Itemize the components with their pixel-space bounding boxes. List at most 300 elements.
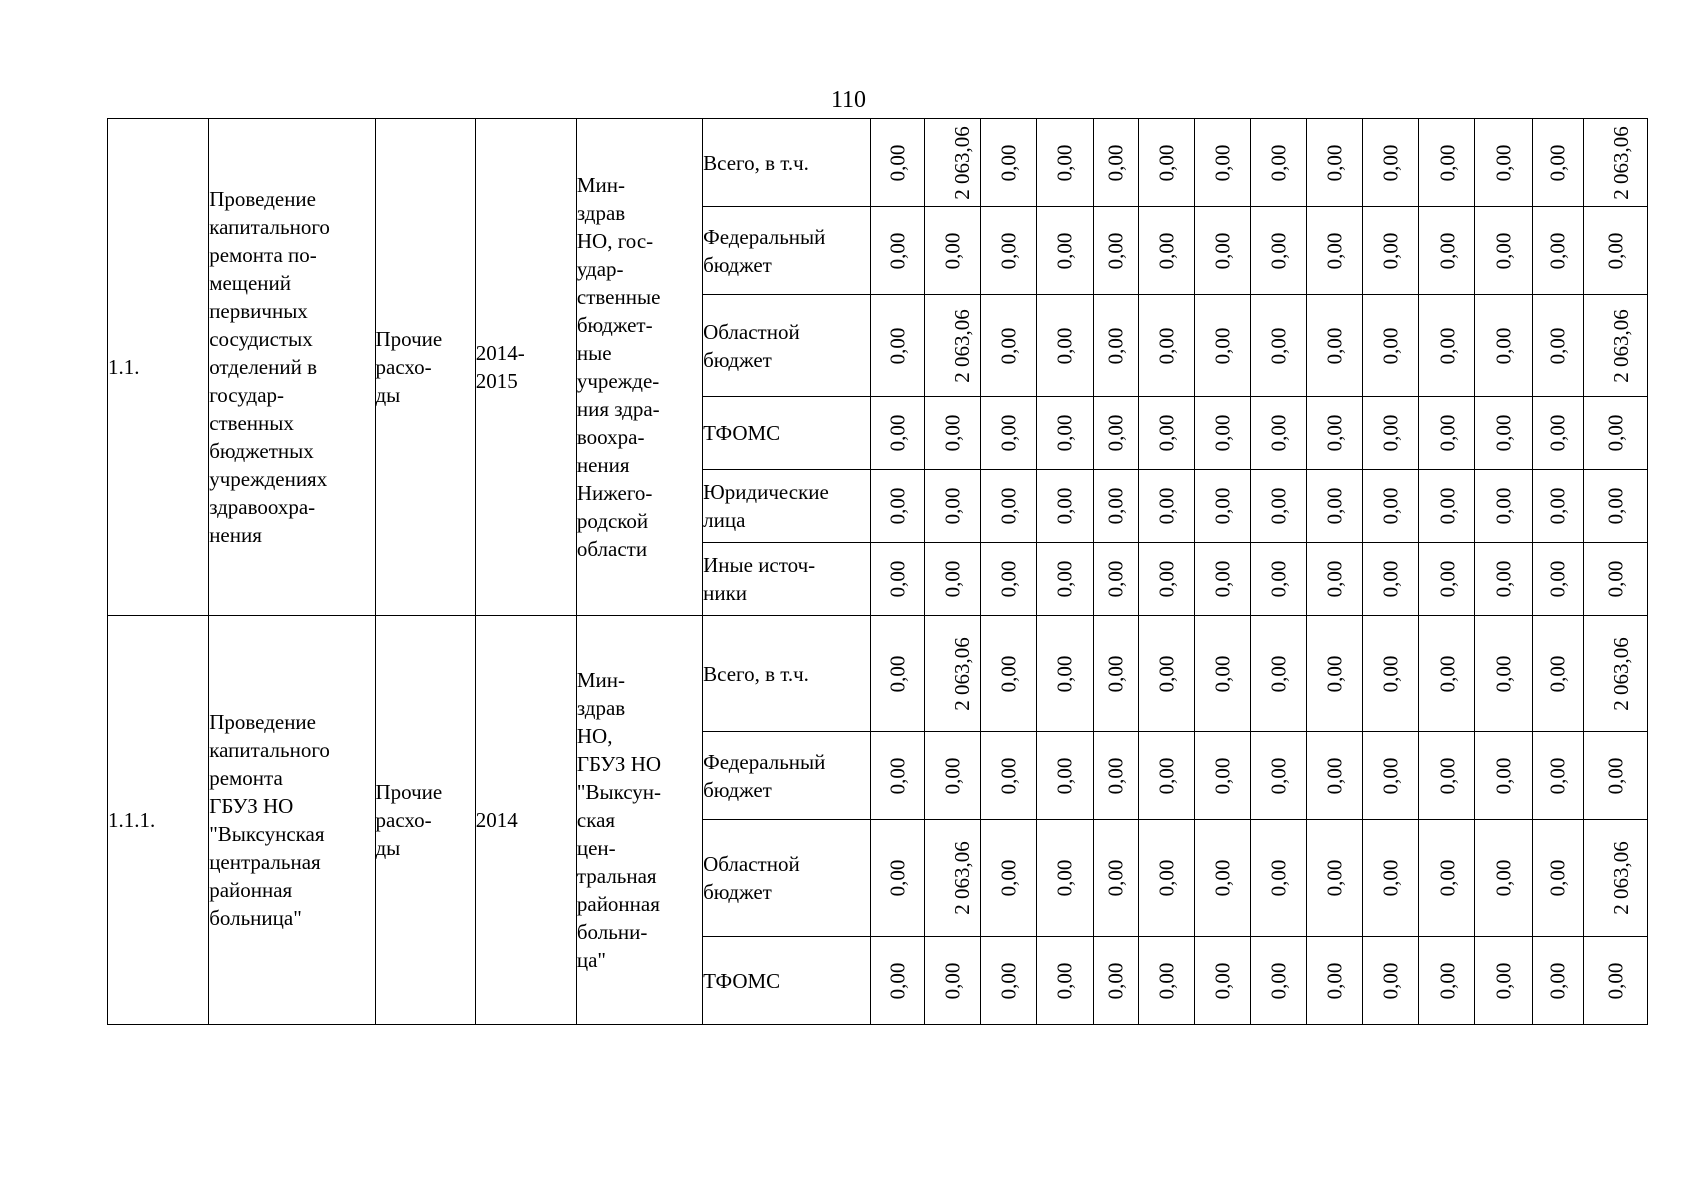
funding-source [703, 850, 870, 906]
value-text: 0,00 [1434, 414, 1459, 452]
value-text: 0,00 [1266, 144, 1291, 181]
value-text: 0,00 [1103, 487, 1128, 525]
funding-source [703, 419, 870, 447]
value-cell [980, 732, 1036, 820]
value-cell [1532, 820, 1583, 937]
value-text: 0,00 [996, 962, 1021, 999]
value-cell [1194, 820, 1250, 937]
value-text: 0,00 [1154, 859, 1179, 897]
item-name-line: "Выксунская [209, 822, 325, 846]
value-cell [924, 295, 980, 397]
value-cell [1363, 397, 1419, 470]
value-text: 0,00 [1603, 487, 1628, 525]
funding-source [703, 551, 870, 607]
item-name-cell [209, 616, 375, 1025]
value-text: 0,00 [1322, 487, 1347, 525]
value-text: 0,00 [1491, 487, 1516, 525]
value-text: 0,00 [940, 757, 965, 794]
value-text: 0,00 [1434, 487, 1459, 525]
executor-line: нения [576, 453, 630, 477]
value-text: 0,00 [1322, 327, 1347, 364]
item-name-line: здравоохра- [209, 495, 316, 519]
funding-source-line: бюджет [703, 347, 772, 372]
funding-source-cell [703, 207, 871, 295]
executor-line: цен- [576, 836, 616, 860]
funding-source-line: бюджет [703, 777, 772, 802]
value-cell [1583, 732, 1647, 820]
period-cell [475, 616, 576, 1025]
value-text: 0,00 [885, 655, 910, 692]
value-cell [1583, 470, 1647, 543]
item-name-line: нения [209, 523, 262, 547]
item-code: 1.1. [108, 355, 140, 379]
value-text: 0,00 [1322, 144, 1347, 181]
value-cell [1419, 616, 1475, 732]
value-text: 2 063,06 [1608, 636, 1633, 711]
value-text: 2 063,06 [1608, 308, 1633, 383]
value-text: 0,00 [1378, 487, 1403, 525]
value-text: 0,00 [885, 962, 910, 999]
value-text: 0,00 [1491, 655, 1516, 692]
value-cell [1475, 470, 1532, 543]
value-cell [924, 732, 980, 820]
value-cell [1307, 295, 1363, 397]
value-cell [1363, 207, 1419, 295]
value-cell [924, 937, 980, 1025]
value-cell [1583, 119, 1647, 207]
value-cell [1532, 937, 1583, 1025]
value-cell [1419, 732, 1475, 820]
value-text: 0,00 [996, 327, 1021, 364]
executor-line: Нижего- [576, 481, 653, 505]
value-cell [1475, 295, 1532, 397]
funding-source-line: Юридические [703, 480, 829, 504]
value-text: 0,00 [1545, 560, 1570, 598]
value-text: 0,00 [1545, 414, 1570, 452]
value-cell [1138, 820, 1194, 937]
funding-source-cell [703, 616, 871, 732]
value-text: 0,00 [1052, 232, 1077, 269]
value-cell [1036, 397, 1093, 470]
value-cell [1419, 820, 1475, 937]
value-text: 0,00 [1154, 414, 1179, 452]
value-text: 0,00 [996, 757, 1021, 794]
value-cell [980, 543, 1036, 616]
value-cell [1532, 397, 1583, 470]
value-text: 0,00 [1378, 144, 1403, 181]
value-text: 0,00 [996, 414, 1021, 452]
value-text: 0,00 [1103, 962, 1128, 999]
value-text: 0,00 [1052, 144, 1077, 181]
value-cell [1475, 732, 1532, 820]
value-cell [1093, 616, 1138, 732]
expense-type [376, 325, 475, 409]
value-cell [1419, 543, 1475, 616]
item-name-line: мещений [209, 271, 292, 295]
item-name-line: ГБУЗ НО [209, 794, 294, 818]
executor [577, 666, 702, 974]
value-cell [1363, 937, 1419, 1025]
value-cell [1307, 207, 1363, 295]
value-cell [1138, 470, 1194, 543]
value-text: 0,00 [885, 144, 910, 181]
value-cell [1194, 207, 1250, 295]
value-cell [1194, 470, 1250, 543]
expense-type-cell [375, 119, 475, 616]
value-text: 0,00 [1103, 655, 1128, 692]
funding-source-line: бюджет [703, 252, 772, 277]
value-cell [924, 616, 980, 732]
funding-source-line: Федеральный [703, 749, 826, 774]
value-text: 0,00 [1434, 962, 1459, 999]
period [476, 806, 576, 834]
item-name-line: капитального [209, 738, 330, 762]
value-cell [1583, 295, 1647, 397]
value-text: 0,00 [1052, 859, 1077, 897]
value-text: 0,00 [1603, 414, 1628, 452]
value-text: 0,00 [1378, 655, 1403, 692]
value-text: 0,00 [1266, 655, 1291, 692]
value-cell [1583, 397, 1647, 470]
value-cell [1194, 616, 1250, 732]
value-cell [980, 937, 1036, 1025]
value-text: 0,00 [1491, 859, 1516, 897]
value-text: 0,00 [1103, 560, 1128, 598]
value-cell [1138, 397, 1194, 470]
executor-line: ственные [576, 285, 661, 309]
funding-source [703, 748, 870, 804]
item-name-line: ремонта [209, 766, 283, 790]
value-cell [1036, 470, 1093, 543]
item-name-line: бюджетных [209, 439, 314, 463]
executor-line: удар- [576, 257, 624, 281]
value-cell [1532, 119, 1583, 207]
value-text: 0,00 [1322, 560, 1347, 598]
value-text: 0,00 [1210, 962, 1235, 999]
value-cell [871, 470, 924, 543]
executor-line: ГБУЗ НО [576, 752, 662, 776]
value-cell [1036, 119, 1093, 207]
period-cell [475, 119, 576, 616]
value-cell [1093, 820, 1138, 937]
item-name-line: районная [209, 878, 293, 902]
executor-line: НО, [576, 724, 613, 748]
value-text: 0,00 [1154, 962, 1179, 999]
funding-source-line: ТФОМС [703, 421, 781, 445]
executor-line: Мин- [576, 173, 626, 197]
value-text: 0,00 [1154, 327, 1179, 364]
value-text: 0,00 [1434, 859, 1459, 897]
value-cell [1251, 937, 1307, 1025]
item-name-line: государ- [209, 383, 285, 407]
funding-source [703, 967, 870, 995]
value-text: 0,00 [1266, 560, 1291, 598]
period [476, 339, 576, 395]
value-text: 0,00 [1154, 560, 1179, 598]
period-line: 2014 [475, 808, 518, 832]
value-text: 0,00 [1266, 962, 1291, 999]
value-text: 0,00 [1210, 414, 1235, 452]
funding-source-cell [703, 820, 871, 937]
value-text: 0,00 [940, 232, 965, 269]
value-text: 0,00 [1545, 487, 1570, 525]
value-text: 0,00 [1103, 327, 1128, 364]
value-cell [1475, 543, 1532, 616]
value-cell [871, 820, 924, 937]
value-cell [1363, 616, 1419, 732]
expense-type-line: ды [375, 383, 401, 407]
value-text: 0,00 [1378, 962, 1403, 999]
value-text: 0,00 [885, 487, 910, 525]
value-text: 0,00 [1322, 414, 1347, 452]
executor-line: районная [576, 892, 660, 916]
executor-line: больни- [576, 920, 648, 944]
item-name-line: ственных [209, 411, 294, 435]
expense-type-line: расхо- [375, 355, 432, 379]
value-cell [1363, 295, 1419, 397]
expense-type [376, 778, 475, 862]
value-cell [1251, 616, 1307, 732]
value-cell [980, 470, 1036, 543]
item-name-line: сосудистых [209, 327, 313, 351]
executor-line: бюджет- [576, 313, 653, 337]
table-row [108, 119, 1648, 207]
value-cell [1532, 470, 1583, 543]
funding-source-line: ТФОМС [703, 968, 781, 993]
value-text: 2 063,06 [1608, 841, 1633, 915]
item-name-line: Проведение [209, 187, 316, 211]
value-text: 0,00 [1491, 232, 1516, 269]
budget-body [108, 119, 1648, 1025]
value-cell [1194, 543, 1250, 616]
value-text: 0,00 [996, 560, 1021, 598]
value-cell [1093, 732, 1138, 820]
funding-source-line: лица [703, 508, 746, 532]
value-text: 0,00 [1154, 487, 1179, 525]
item-name-line: Проведение [209, 710, 316, 734]
item-name-line: больница" [209, 906, 302, 930]
value-cell [1194, 732, 1250, 820]
value-cell [1036, 543, 1093, 616]
value-cell [1194, 119, 1250, 207]
value-cell [1363, 119, 1419, 207]
value-text: 0,00 [1052, 655, 1077, 692]
value-cell [1363, 543, 1419, 616]
value-text: 0,00 [1545, 757, 1570, 794]
value-cell [1307, 543, 1363, 616]
value-cell [1475, 397, 1532, 470]
value-text: 0,00 [1210, 144, 1235, 181]
funding-source-cell [703, 543, 871, 616]
value-text: 0,00 [996, 232, 1021, 269]
executor-line: ская [576, 808, 616, 832]
value-text: 0,00 [1491, 962, 1516, 999]
value-text: 0,00 [1210, 859, 1235, 897]
value-cell [1251, 820, 1307, 937]
value-text: 0,00 [1491, 144, 1516, 181]
value-cell [980, 397, 1036, 470]
item-name-cell [209, 119, 375, 616]
value-text: 0,00 [1434, 232, 1459, 269]
item-name-line: учреждениях [209, 467, 328, 491]
value-text: 2 063,06 [949, 841, 974, 915]
item-name-line: ремонта по- [209, 243, 317, 267]
value-text: 0,00 [996, 144, 1021, 181]
value-text: 0,00 [1491, 414, 1516, 452]
funding-source-line: Федеральный [703, 224, 826, 249]
value-cell [1419, 470, 1475, 543]
value-cell [980, 616, 1036, 732]
executor-line: воохра- [576, 425, 645, 449]
executor-cell [576, 616, 702, 1025]
value-text: 0,00 [1103, 144, 1128, 181]
value-cell [1138, 732, 1194, 820]
value-cell [1093, 937, 1138, 1025]
value-text: 0,00 [940, 962, 965, 999]
value-text: 0,00 [885, 859, 910, 897]
value-cell [871, 295, 924, 397]
funding-source [703, 149, 870, 177]
value-cell [1138, 119, 1194, 207]
value-text: 0,00 [1545, 144, 1570, 181]
value-cell [1036, 207, 1093, 295]
value-cell [1036, 295, 1093, 397]
value-cell [1194, 397, 1250, 470]
value-text: 0,00 [1434, 327, 1459, 364]
expense-type-line: ды [375, 836, 401, 860]
value-cell [1583, 543, 1647, 616]
value-cell [1093, 119, 1138, 207]
value-text: 0,00 [1378, 414, 1403, 452]
value-text: 0,00 [1322, 757, 1347, 794]
executor [577, 171, 702, 563]
value-cell [1419, 295, 1475, 397]
value-cell [1093, 470, 1138, 543]
value-cell [1307, 732, 1363, 820]
funding-source-cell [703, 397, 871, 470]
value-text: 0,00 [1154, 757, 1179, 794]
funding-source-cell [703, 295, 871, 397]
value-text: 0,00 [1103, 757, 1128, 794]
value-cell [1583, 616, 1647, 732]
value-cell [871, 937, 924, 1025]
funding-source [703, 660, 870, 688]
expense-type-cell [375, 616, 475, 1025]
value-text: 0,00 [1103, 232, 1128, 269]
value-text: 0,00 [1210, 232, 1235, 269]
value-cell [1093, 295, 1138, 397]
funding-source-cell [703, 470, 871, 543]
value-text: 0,00 [1545, 327, 1570, 364]
funding-source-line: Всего, в т.ч. [703, 150, 809, 175]
value-cell [1532, 616, 1583, 732]
value-cell [1251, 543, 1307, 616]
item-name-line: отделений в [209, 355, 317, 379]
executor-cell [576, 119, 702, 616]
value-text: 0,00 [1266, 859, 1291, 897]
value-cell [924, 207, 980, 295]
value-text: 0,00 [885, 560, 910, 598]
value-cell [980, 207, 1036, 295]
value-text: 0,00 [1103, 414, 1128, 452]
value-text: 0,00 [1210, 327, 1235, 364]
value-cell [871, 616, 924, 732]
period-line: 2014- [475, 341, 525, 365]
item-name [209, 185, 374, 549]
value-cell [1036, 820, 1093, 937]
value-text: 0,00 [1434, 757, 1459, 794]
executor-line: тральная [576, 864, 657, 888]
value-cell [1475, 119, 1532, 207]
value-cell [924, 543, 980, 616]
value-text: 0,00 [1210, 487, 1235, 525]
value-text: 0,00 [1322, 962, 1347, 999]
value-text: 0,00 [1491, 757, 1516, 794]
value-cell [924, 820, 980, 937]
table-row [108, 616, 1648, 732]
value-text: 0,00 [996, 859, 1021, 897]
executor-line: области [576, 537, 648, 561]
value-cell [1138, 937, 1194, 1025]
executor-line: ные [576, 341, 612, 365]
value-text: 0,00 [1052, 757, 1077, 794]
funding-source-line: бюджет [703, 880, 772, 904]
value-text: 0,00 [1154, 232, 1179, 269]
value-text: 0,00 [1154, 144, 1179, 181]
value-text: 0,00 [1266, 232, 1291, 269]
funding-source [703, 223, 870, 279]
executor-line: ца" [576, 948, 607, 972]
funding-source [703, 318, 870, 374]
value-text: 0,00 [885, 232, 910, 269]
item-code-cell [108, 616, 209, 1025]
value-text: 0,00 [1545, 859, 1570, 897]
executor-line: ния здра- [576, 397, 660, 421]
value-text: 0,00 [1603, 757, 1628, 794]
value-text: 0,00 [1545, 232, 1570, 269]
executor-line: НО, гос- [576, 229, 654, 253]
value-cell [1036, 937, 1093, 1025]
expense-type-line: Прочие [375, 780, 443, 804]
value-cell [1093, 543, 1138, 616]
value-cell [1251, 207, 1307, 295]
funding-source-cell [703, 937, 871, 1025]
value-text: 0,00 [1322, 655, 1347, 692]
value-text: 2 063,06 [949, 636, 974, 711]
value-text: 0,00 [1103, 859, 1128, 897]
value-cell [1307, 616, 1363, 732]
value-cell [1419, 397, 1475, 470]
value-text: 2 063,06 [1608, 125, 1633, 200]
value-text: 0,00 [1603, 232, 1628, 269]
value-cell [1307, 119, 1363, 207]
value-cell [1363, 820, 1419, 937]
value-text: 0,00 [1322, 859, 1347, 897]
executor-line: родской [576, 509, 649, 533]
value-text: 0,00 [940, 414, 965, 452]
value-text: 0,00 [1154, 655, 1179, 692]
funding-source-line: Иные источ- [703, 553, 816, 577]
value-cell [1363, 470, 1419, 543]
value-cell [924, 470, 980, 543]
value-text: 0,00 [1603, 962, 1628, 999]
value-text: 0,00 [1052, 327, 1077, 364]
value-cell [1194, 937, 1250, 1025]
value-cell [1307, 470, 1363, 543]
value-text: 0,00 [996, 487, 1021, 525]
value-cell [1251, 470, 1307, 543]
value-text: 0,00 [940, 560, 965, 598]
